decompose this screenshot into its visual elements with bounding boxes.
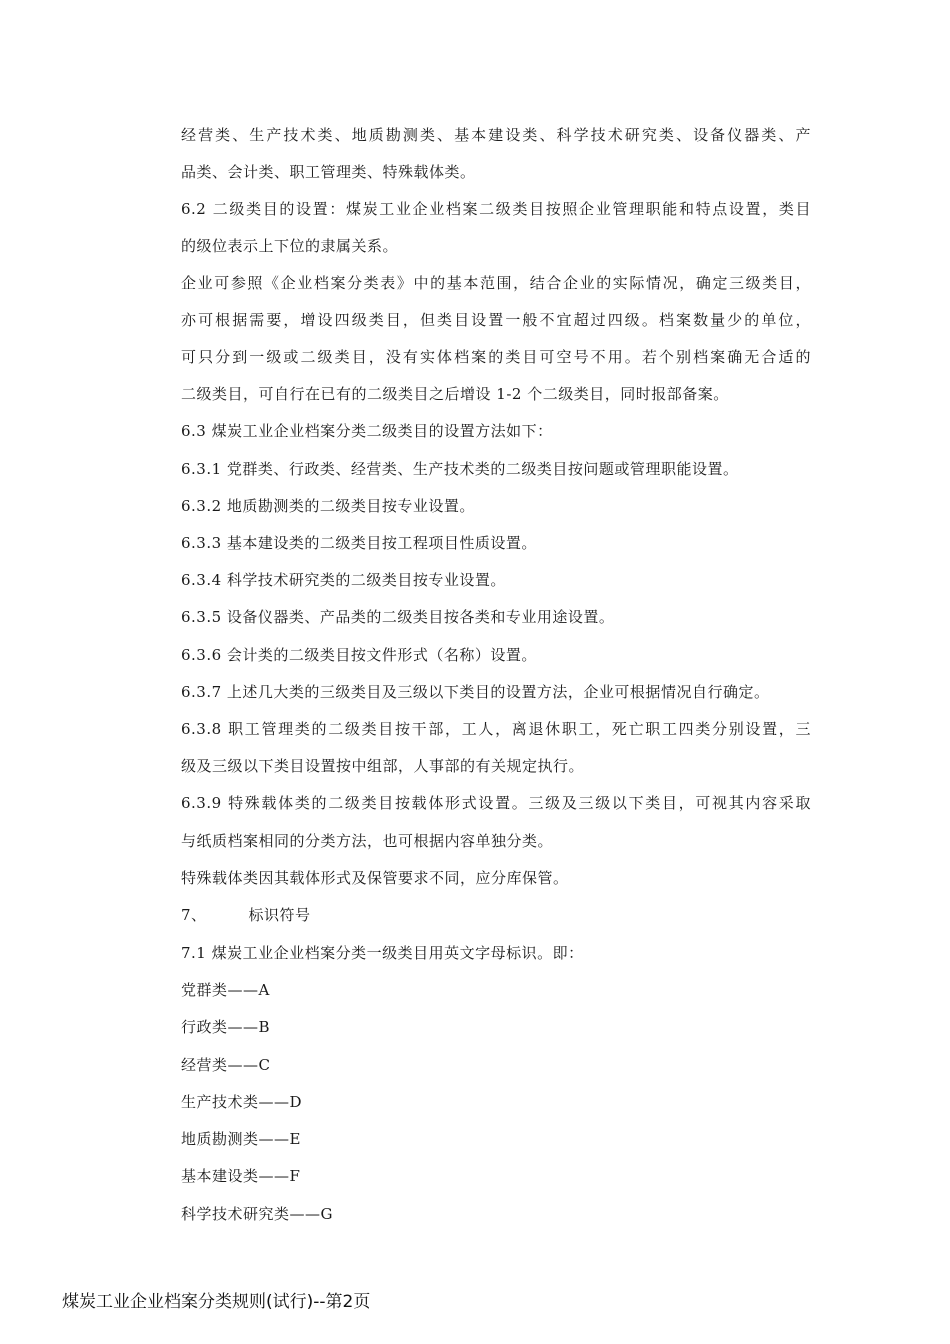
paragraph-line: 级及三级以下类目设置按中组部，人事部的有关规定执行。 xyxy=(181,757,585,775)
paragraph-line: 6.3.7 上述几大类的三级类目及三级以下类目的设置方法，企业可根据情况自行确定。 xyxy=(181,683,770,701)
paragraph-line: 6.3.8 职工管理类的二级类目按干部，工人，离退休职工，死亡职工四类分别设置，三 xyxy=(181,720,811,738)
section-title: 标识符号 xyxy=(248,906,311,924)
list-item: 行政类——B xyxy=(181,1018,271,1036)
section-heading xyxy=(181,904,311,926)
paragraph-line: 6.3.5 设备仪器类、产品类的二级类目按各类和专业用途设置。 xyxy=(181,608,615,626)
paragraph-line: 6.3.3 基本建设类的二级类目按工程项目性质设置。 xyxy=(181,534,537,552)
paragraph-line: 6.3.6 会计类的二级类目按文件形式（名称）设置。 xyxy=(181,646,537,664)
list-item: 生产技术类——D xyxy=(181,1093,303,1111)
paragraph-line: 6.3.2 地质勘测类的二级类目按专业设置。 xyxy=(181,497,475,515)
paragraph-line: 亦可根据需要，增设四级类目，但类目设置一般不宜超过四级。档案数量少的单位， xyxy=(181,311,811,329)
paragraph-line: 经营类、生产技术类、地质勘测类、基本建设类、科学技术研究类、设备仪器类、产 xyxy=(181,126,811,144)
paragraph-line: 7.1 煤炭工业企业档案分类一级类目用英文字母标识。即： xyxy=(181,944,584,962)
section-number: 7、 xyxy=(181,906,207,924)
list-item: 基本建设类——F xyxy=(181,1167,301,1185)
list-item: 经营类——C xyxy=(181,1056,271,1074)
list-item: 科学技术研究类——G xyxy=(181,1205,333,1223)
paragraph-line: 的级位表示上下位的隶属关系。 xyxy=(181,237,399,255)
paragraph-line: 6.3.1 党群类、行政类、经营类、生产技术类的二级类目按问题或管理职能设置。 xyxy=(181,460,739,478)
paragraph-line: 6.2 二级类目的设置：煤炭工业企业档案二级类目按照企业管理职能和特点设置，类目 xyxy=(181,200,811,218)
list-item: 地质勘测类——E xyxy=(181,1130,301,1148)
paragraph-line: 可只分到一级或二级类目，没有实体档案的类目可空号不用。若个别档案确无合适的 xyxy=(181,348,811,366)
paragraph-line: 特殊载体类因其载体形式及保管要求不同，应分库保管。 xyxy=(181,869,569,887)
page-footer: 煤炭工业企业档案分类规则(试行)--第2页 xyxy=(62,1292,371,1312)
paragraph-line: 品类、会计类、职工管理类、特殊载体类。 xyxy=(181,163,476,181)
paragraph-line: 企业可参照《企业档案分类表》中的基本范围，结合企业的实际情况，确定三级类目， xyxy=(181,274,811,292)
paragraph-line: 6.3.9 特殊载体类的二级类目按载体形式设置。三级及三级以下类目，可视其内容采取 xyxy=(181,794,811,812)
paragraph-line: 与纸质档案相同的分类方法，也可根据内容单独分类。 xyxy=(181,832,554,850)
paragraph-line: 6.3 煤炭工业企业档案分类二级类目的设置方法如下： xyxy=(181,422,553,440)
paragraph-line: 6.3.4 科学技术研究类的二级类目按专业设置。 xyxy=(181,571,506,589)
paragraph-line: 二级类目，可自行在已有的二级类目之后增设 1-2 个二级类目，同时报部备案。 xyxy=(181,385,729,403)
list-item: 党群类——A xyxy=(181,981,270,999)
